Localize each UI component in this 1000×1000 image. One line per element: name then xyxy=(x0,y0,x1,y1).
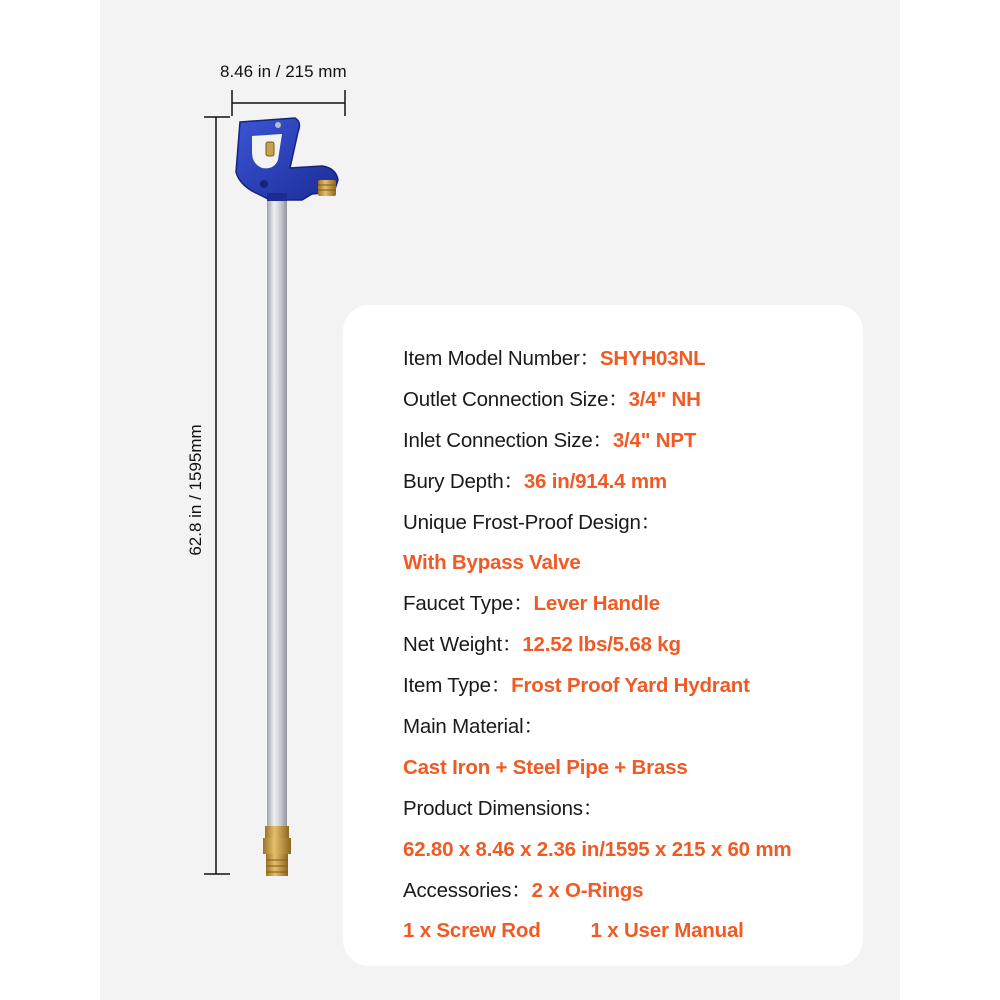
spec-value: Cast Iron + Steel Pipe + Brass xyxy=(403,755,688,779)
spec-label: Outlet Connection Size： xyxy=(403,387,629,411)
spec-row-outlet xyxy=(403,380,853,421)
brass-outlet-nozzle xyxy=(318,180,336,196)
spec-value: 3/4" NH xyxy=(628,387,701,411)
spec-row-design xyxy=(403,503,853,544)
spec-value: 12.52 lbs/5.68 kg xyxy=(522,633,681,657)
spec-value: 1 x User Manual xyxy=(590,919,744,943)
spec-label: Accessories： xyxy=(403,878,532,902)
height-dimension-line xyxy=(204,117,230,874)
spec-label: Inlet Connection Size： xyxy=(403,428,613,452)
width-dimension-line xyxy=(232,90,345,116)
spec-label: Unique Frost-Proof Design： xyxy=(403,510,661,534)
spec-row-accessories-more xyxy=(403,911,853,952)
spec-row-design-value xyxy=(403,543,853,584)
spec-row-material xyxy=(403,707,853,748)
spec-label: Faucet Type： xyxy=(403,592,534,616)
spec-row-faucet xyxy=(403,584,853,625)
spec-label: Net Weight： xyxy=(403,633,523,657)
spec-row-weight xyxy=(403,625,853,666)
steel-pipe xyxy=(267,195,287,827)
spec-value: 3/4" NPT xyxy=(612,428,697,452)
spec-list xyxy=(403,339,853,952)
spec-value: With Bypass Valve xyxy=(403,551,581,575)
spec-label: Bury Depth： xyxy=(403,469,524,493)
spec-value: SHYH03NL xyxy=(599,347,706,370)
width-dimension-label: 8.46 in / 215 mm xyxy=(220,62,347,81)
spec-row-bury-depth xyxy=(403,462,853,503)
spec-row-dimensions xyxy=(403,789,853,830)
spec-value: 2 x O-Rings xyxy=(531,878,644,902)
spec-row-type xyxy=(403,666,853,707)
brass-inlet-fitting xyxy=(263,826,291,876)
spec-value: Frost Proof Yard Hydrant xyxy=(511,674,750,698)
spec-label: Item Model Number： xyxy=(403,347,600,370)
spec-row-accessories xyxy=(403,871,853,912)
spec-row-model xyxy=(403,339,853,380)
height-dimension-label: 62.8 in / 1595mm xyxy=(186,424,205,556)
spec-value: 36 in/914.4 mm xyxy=(523,469,667,493)
spec-value: 1 x Screw Rod xyxy=(403,919,541,943)
spec-label: Item Type： xyxy=(403,674,512,698)
spec-row-dimensions-value xyxy=(403,830,853,871)
spec-label: Main Material： xyxy=(403,715,544,739)
spec-row-inlet xyxy=(403,421,853,462)
spec-value: 62.80 x 8.46 x 2.36 in/1595 x 215 x 60 mm xyxy=(403,837,792,861)
spec-value: Lever Handle xyxy=(533,592,660,616)
spec-row-material-value xyxy=(403,748,853,789)
spec-label: Product Dimensions： xyxy=(403,796,604,820)
